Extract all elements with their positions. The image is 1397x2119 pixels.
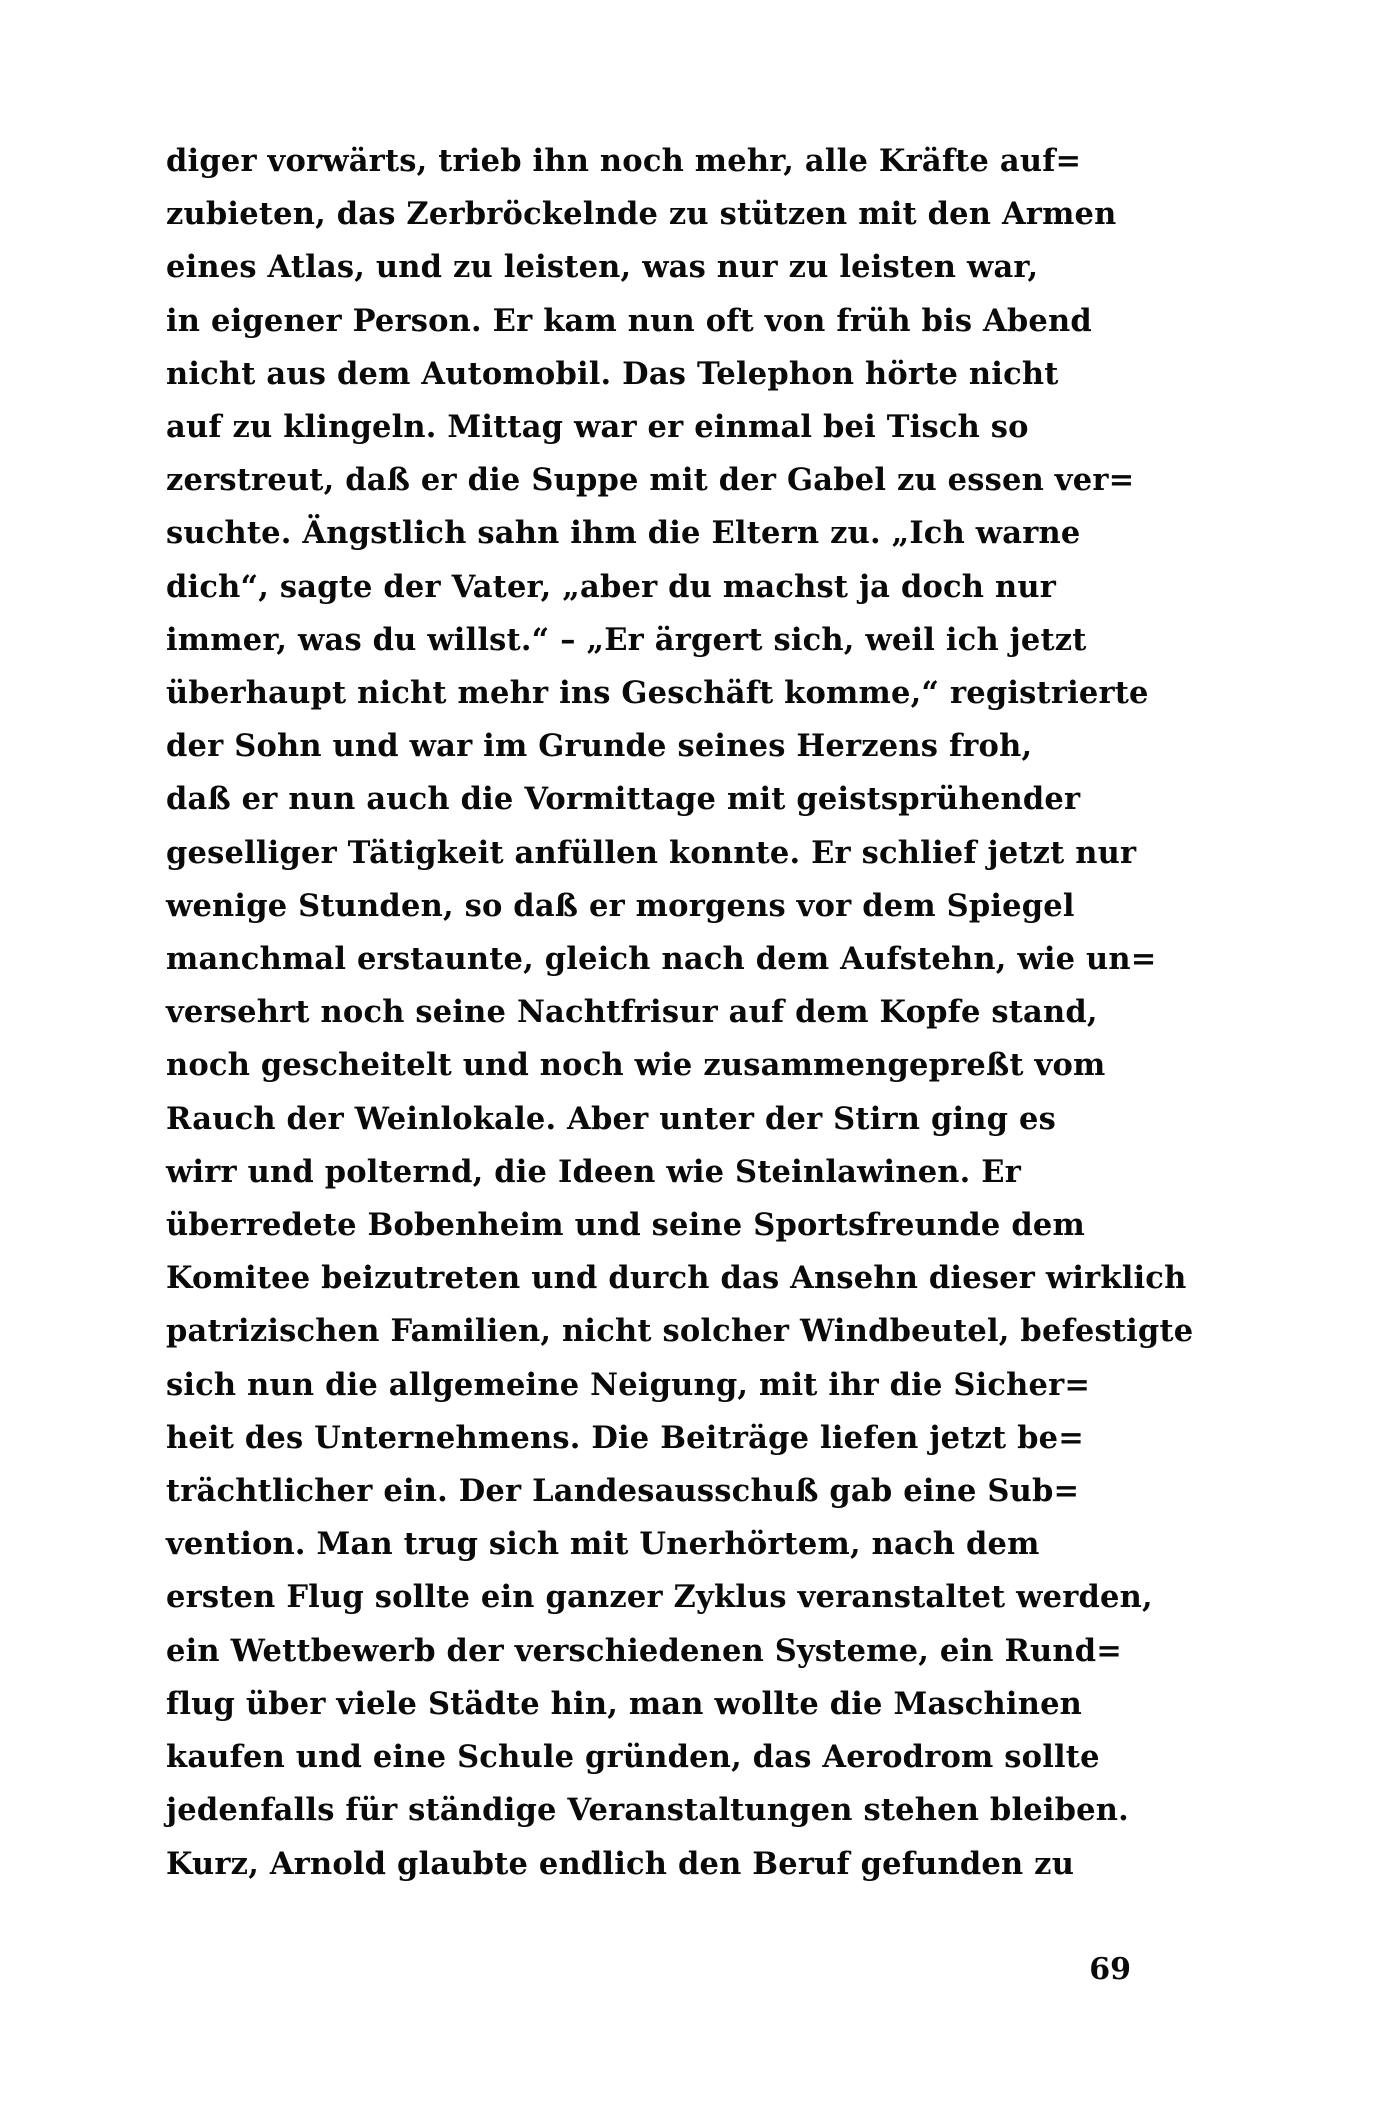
body-text xyxy=(166,135,1194,1891)
text-line: trächtlicher ein. Der Landesausschuß gab eine Sub= xyxy=(166,1473,1080,1510)
text-line: Kurz, Arnold glaubte endlich den Beruf gefunden zu xyxy=(166,1845,1075,1882)
text-line: überhaupt nicht mehr ins Geschäft komme,“ registrierte xyxy=(166,675,1149,712)
text-line: patrizischen Familien, nicht solcher Windbeutel, befestigte xyxy=(166,1313,1194,1350)
text-line: nicht aus dem Automobil. Das Telephon hörte nicht xyxy=(166,355,1059,392)
text-line: zubieten, das Zerbröckelnde zu stützen mit den Armen xyxy=(166,196,1117,233)
text-line: manchmal erstaunte, gleich nach dem Aufstehn, wie un= xyxy=(166,941,1157,978)
text-line: Komitee beizutreten und durch das Ansehn dieser wirklich xyxy=(166,1260,1187,1297)
text-line: heit des Unternehmens. Die Beiträge liefen jetzt be= xyxy=(166,1419,1084,1456)
text-line: sich nun die allgemeine Neigung, mit ihr die Sicher= xyxy=(166,1366,1091,1403)
text-line: vention. Man trug sich mit Unerhörtem, nach dem xyxy=(166,1526,1040,1563)
text-line: immer, was du willst.“ – „Er ärgert sich, weil ich jetzt xyxy=(166,621,1087,658)
text-line: dich“, sagte der Vater, „aber du machst ja doch nur xyxy=(166,568,1057,605)
text-line: wenige Stunden, so daß er morgens vor dem Spiegel xyxy=(166,887,1075,924)
text-line: in eigener Person. Er kam nun oft von früh bis Abend xyxy=(166,302,1092,339)
text-line: ein Wettbewerb der verschiedenen Systeme, ein Rund= xyxy=(166,1632,1123,1669)
text-line: eines Atlas, und zu leisten, was nur zu leisten war, xyxy=(166,249,1039,286)
text-line: flug über viele Städte hin, man wollte die Maschinen xyxy=(166,1685,1083,1722)
text-line: noch gescheitelt und noch wie zusammengepreßt vom xyxy=(166,1047,1106,1084)
text-line: daß er nun auch die Vormittage mit geistsprühender xyxy=(166,781,1081,818)
text-line: der Sohn und war im Grunde seines Herzens froh, xyxy=(166,728,1033,765)
text-line: versehrt noch seine Nachtfrisur auf dem Kopfe stand, xyxy=(166,994,1098,1031)
text-line: jedenfalls für ständige Veranstaltungen stehen bleiben. xyxy=(166,1792,1129,1829)
text-line: ersten Flug sollte ein ganzer Zyklus veranstaltet werden, xyxy=(166,1579,1153,1616)
text-line: wirr und polternd, die Ideen wie Steinlawinen. Er xyxy=(166,1153,1022,1190)
text-line: überredete Bobenheim und seine Sportsfreunde dem xyxy=(166,1207,1085,1244)
text-line: diger vorwärts, trieb ihn noch mehr, alle Kräfte auf= xyxy=(166,143,1082,179)
text-line: suchte. Ängstlich sahn ihm die Eltern zu. „Ich warne xyxy=(166,515,1081,552)
text-line: Rauch der Weinlokale. Aber unter der Stirn ging es xyxy=(166,1100,1056,1137)
text-line: kaufen und eine Schule gründen, das Aerodrom sollte xyxy=(166,1739,1100,1776)
text-line: geselliger Tätigkeit anfüllen konnte. Er schlief jetzt nur xyxy=(166,834,1137,871)
text-line: zerstreut, daß er die Suppe mit der Gabel zu essen ver= xyxy=(166,462,1135,499)
page-number: 69 xyxy=(1089,1952,1131,1987)
text-line: auf zu klingeln. Mittag war er einmal bei Tisch so xyxy=(166,409,1029,446)
